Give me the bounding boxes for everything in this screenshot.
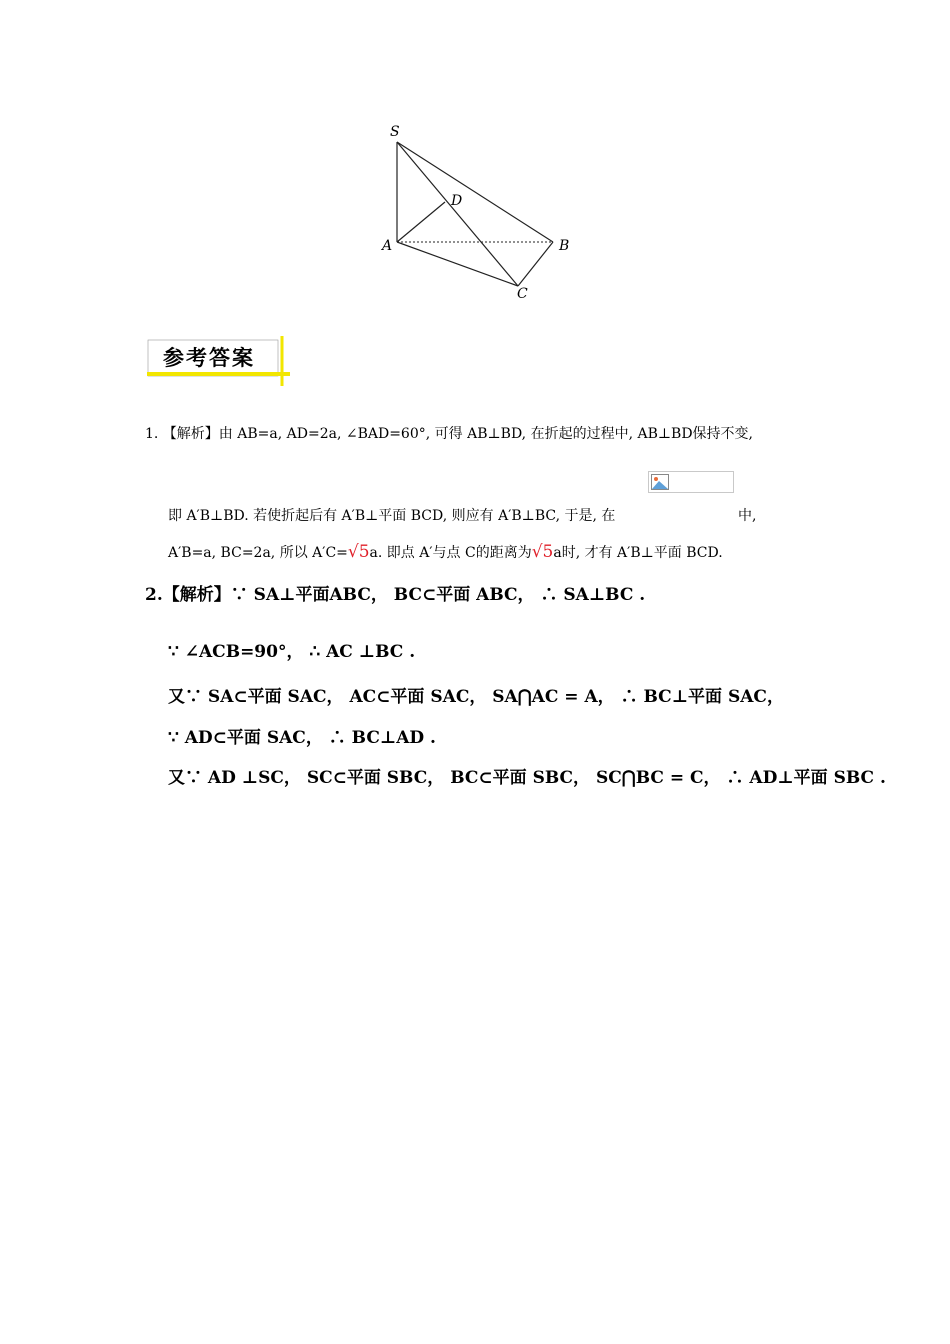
- answer1-line3-part-c: a时, 才有 A′B⊥平面 BCD.: [553, 545, 723, 561]
- label-b: B: [559, 238, 570, 254]
- reference-answer-banner: [145, 330, 295, 390]
- label-c: C: [517, 286, 528, 302]
- answer2-line3: 又∵ SA⊂平面 SAC， AC⊂平面 SAC， SA⋂AC = A， ∴ BC⊥平面 SAC，: [168, 687, 784, 707]
- sqrt5-first: √5: [347, 542, 370, 562]
- label-s: S: [390, 124, 400, 140]
- broken-image: [648, 471, 734, 493]
- answer2-line5: 又∵ AD ⊥SC， SC⊂平面 SBC， BC⊂平面 SBC， SC⋂BC = C， ∴ AD⊥平面 SBC .: [168, 768, 886, 788]
- answer1-line1: 1. 【解析】由 AB=a, AD=2a, ∠BAD=60°, 可得 AB⊥BD, 在折起的过程中, AB⊥BD保持不变,: [145, 426, 754, 442]
- broken-image-icon: [651, 474, 669, 490]
- answer1-line3-part-b: a. 即点 A′与点 C的距离为: [369, 545, 532, 561]
- answer1-line2: 即 A′B⊥BD. 若使折起后有 A′B⊥平面 BCD, 则应有 A′B⊥BC, 于是, 在: [168, 508, 616, 524]
- pyramid-figure: [360, 112, 590, 302]
- answer2-line1: 2.【解析】∵ SA⊥平面ABC， BC⊂平面 ABC， ∴ SA⊥BC .: [145, 585, 646, 605]
- answer1-line3: [168, 542, 723, 562]
- label-d: D: [451, 193, 463, 209]
- answer1-line3-part-a: A′B=a, BC=2a, 所以 A′C=: [168, 545, 348, 561]
- pyramid-diagram: [360, 112, 590, 302]
- sqrt5-second: √5: [531, 542, 554, 562]
- label-a: A: [382, 238, 393, 254]
- banner-title: 参考答案: [163, 345, 255, 370]
- answer2-line4: ∵ AD⊂平面 SAC， ∴ BC⊥AD .: [168, 728, 436, 748]
- answer2-line2: ∵ ∠ACB=90°， ∴ AC ⊥BC .: [168, 642, 416, 662]
- answer1-line2-end: 中,: [738, 508, 757, 524]
